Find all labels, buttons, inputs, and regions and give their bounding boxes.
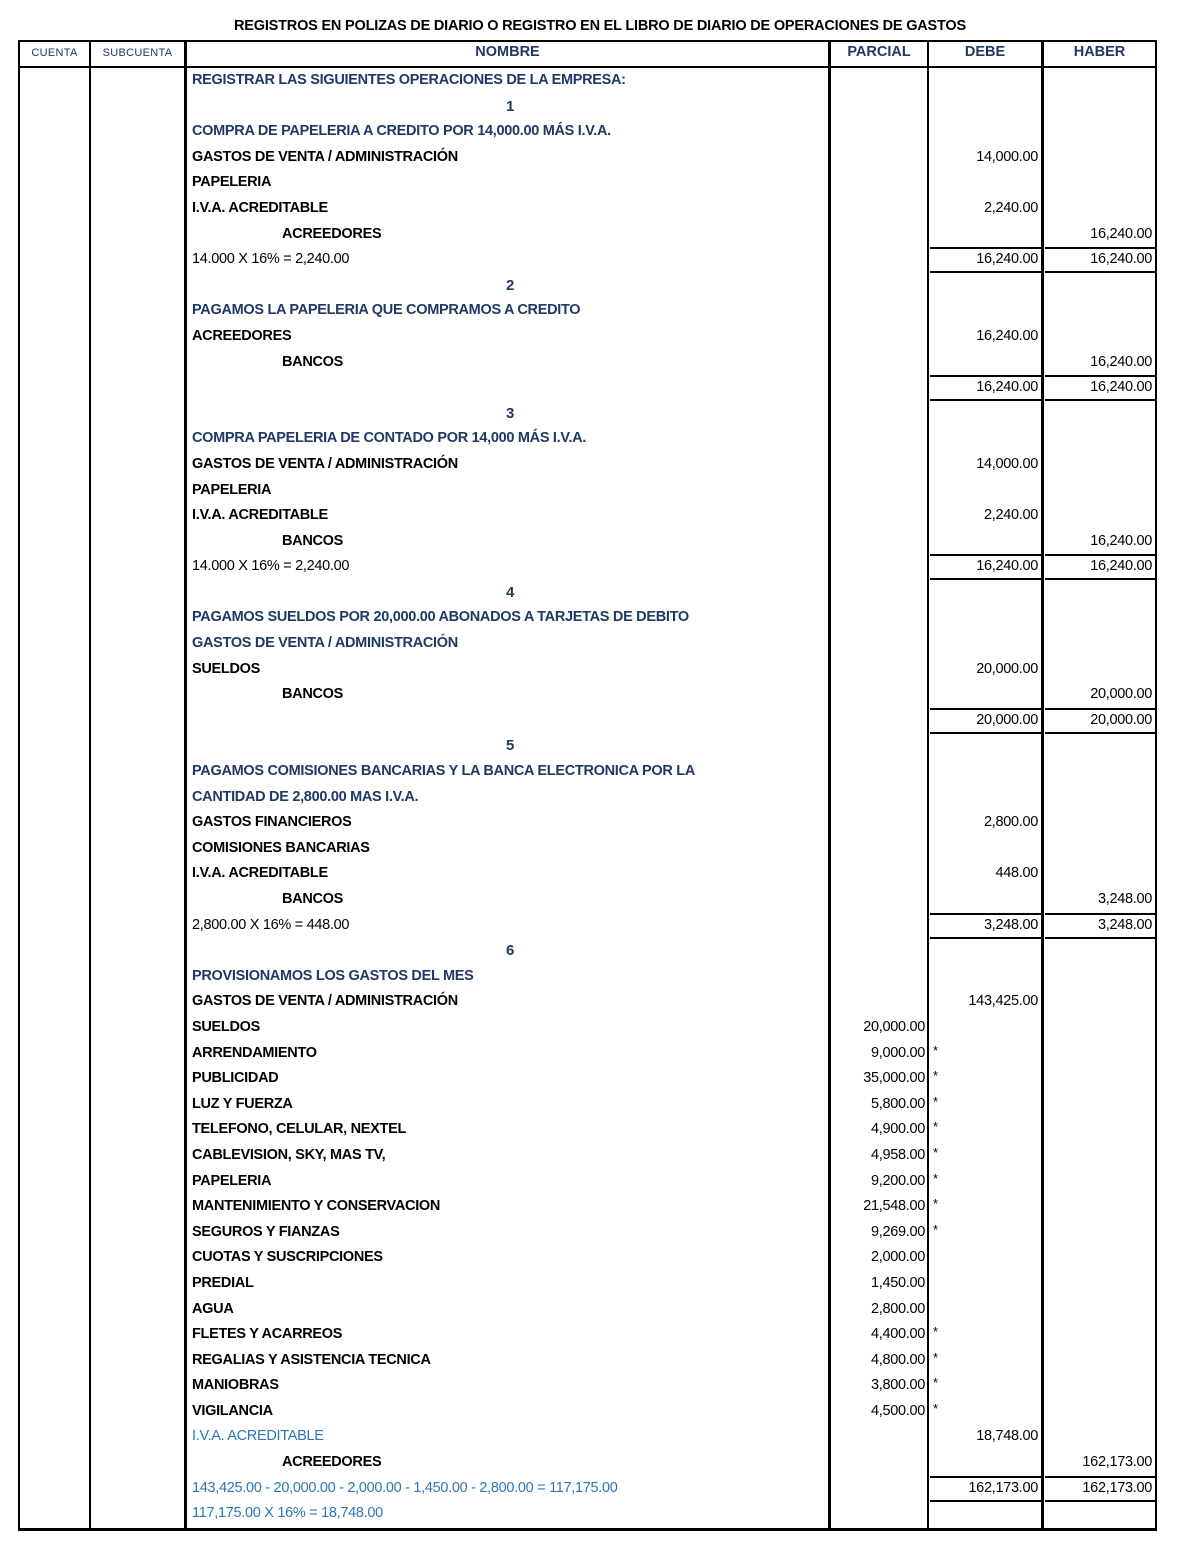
- journal-row: [0, 529, 1200, 555]
- journal-row: [0, 1169, 1200, 1195]
- journal-row: [0, 1399, 1200, 1425]
- journal-row: [0, 1092, 1200, 1118]
- asterisk-mark: *: [933, 1068, 938, 1084]
- journal-row: [0, 222, 1200, 248]
- entry-note: I.V.A. ACREDITABLE: [192, 1428, 324, 1445]
- journal-row: [0, 989, 1200, 1015]
- account-name: AGUA: [192, 1300, 234, 1317]
- journal-row: [0, 1220, 1200, 1246]
- parcial-amount: 4,500.00: [870, 1402, 925, 1419]
- entry-description: COMPRA PAPELERIA DE CONTADO POR 14,000 MÁS I.V.A.: [192, 430, 587, 447]
- debe-amount: 143,425.00: [968, 993, 1038, 1010]
- entry-number: 4: [505, 583, 515, 601]
- journal-row: [0, 1297, 1200, 1323]
- parcial-amount: 2,800.00: [870, 1300, 925, 1317]
- journal-row: [0, 1194, 1200, 1220]
- parcial-amount: 9,269.00: [870, 1223, 925, 1240]
- total-rule: [1045, 247, 1155, 249]
- asterisk-mark: *: [933, 1170, 938, 1186]
- table-header: [0, 42, 1200, 66]
- debe-amount: 16,240.00: [976, 558, 1038, 575]
- asterisk-mark: *: [933, 1349, 938, 1365]
- account-name: MANTENIMIENTO Y CONSERVACION: [192, 1198, 441, 1215]
- account-name: TELEFONO, CELULAR, NEXTEL: [192, 1121, 407, 1138]
- journal-row: [0, 708, 1200, 734]
- journal-row: [0, 1450, 1200, 1476]
- header-cuenta: CUENTA: [31, 47, 78, 59]
- journal-row: [0, 605, 1200, 631]
- total-rule: [1045, 554, 1155, 556]
- account-name: GASTOS DE VENTA / ADMINISTRACIÓN: [192, 993, 458, 1010]
- debe-amount: 18,748.00: [976, 1428, 1038, 1445]
- account-name: PAPELERIA: [192, 1172, 272, 1189]
- journal-row: [0, 350, 1200, 376]
- entry-note: 117,175.00 X 16% = 18,748.00: [192, 1505, 383, 1522]
- account-name: PAPELERIA: [192, 174, 272, 191]
- haber-amount: 16,240.00: [1090, 379, 1152, 396]
- asterisk-mark: *: [933, 1324, 938, 1340]
- journal-rows: [0, 68, 1200, 1527]
- journal-row: [0, 836, 1200, 862]
- total-rule: [1045, 913, 1155, 915]
- total-rule: [930, 554, 1042, 556]
- total-rule: [930, 375, 1042, 377]
- journal-row: [0, 938, 1200, 964]
- journal-row: [0, 1476, 1200, 1502]
- account-name: PUBLICIDAD: [192, 1070, 279, 1087]
- debe-amount: 448.00: [995, 865, 1038, 882]
- journal-row: [0, 1271, 1200, 1297]
- entry-number: 1: [505, 97, 515, 115]
- journal-row: [0, 887, 1200, 913]
- entry-number: 3: [505, 404, 515, 422]
- account-name: PREDIAL: [192, 1274, 254, 1291]
- total-rule: [1045, 708, 1155, 710]
- parcial-amount: 4,958.00: [870, 1146, 925, 1163]
- account-name: BANCOS: [282, 686, 344, 703]
- debe-amount: 20,000.00: [976, 711, 1038, 728]
- entry-description: PAGAMOS COMISIONES BANCARIAS Y LA BANCA ELECTRONICA POR LA: [192, 763, 696, 780]
- account-name: GASTOS DE VENTA / ADMINISTRACIÓN: [192, 148, 458, 165]
- journal-row: [0, 657, 1200, 683]
- haber-amount: 16,240.00: [1090, 353, 1152, 370]
- haber-amount: 20,000.00: [1090, 711, 1152, 728]
- journal-row: [0, 1245, 1200, 1271]
- journal-row: [0, 401, 1200, 427]
- total-rule: [930, 1476, 1042, 1478]
- haber-amount: 16,240.00: [1090, 532, 1152, 549]
- account-name: BANCOS: [282, 532, 344, 549]
- journal-row: [0, 554, 1200, 580]
- asterisk-mark: *: [933, 1144, 938, 1160]
- journal-row: [0, 375, 1200, 401]
- parcial-amount: 9,200.00: [870, 1172, 925, 1189]
- account-name: ACREEDORES: [192, 327, 292, 344]
- account-name: CABLEVISION, SKY, MAS TV,: [192, 1146, 386, 1163]
- journal-row: [0, 759, 1200, 785]
- parcial-amount: 4,400.00: [870, 1326, 925, 1343]
- journal-row: [0, 503, 1200, 529]
- account-name: LUZ Y FUERZA: [192, 1095, 293, 1112]
- journal-row: [0, 247, 1200, 273]
- journal-row: [0, 452, 1200, 478]
- entry-number: 2: [505, 276, 515, 294]
- journal-row: [0, 1501, 1200, 1527]
- haber-amount: 162,173.00: [1082, 1479, 1152, 1496]
- asterisk-mark: *: [933, 1400, 938, 1416]
- account-name: COMISIONES BANCARIAS: [192, 839, 370, 856]
- header-parcial: PARCIAL: [847, 44, 911, 60]
- parcial-amount: 21,548.00: [863, 1198, 925, 1215]
- account-name: SEGUROS Y FIANZAS: [192, 1223, 340, 1240]
- journal-row: [0, 119, 1200, 145]
- journal-row: [0, 964, 1200, 990]
- debe-amount: 14,000.00: [976, 455, 1038, 472]
- journal-row: [0, 810, 1200, 836]
- debe-amount: 3,248.00: [983, 916, 1038, 933]
- account-name: ACREEDORES: [282, 225, 382, 242]
- haber-amount: 20,000.00: [1090, 686, 1152, 703]
- haber-amount: 16,240.00: [1090, 558, 1152, 575]
- debe-amount: 2,240.00: [983, 507, 1038, 524]
- journal-row: [0, 68, 1200, 94]
- parcial-amount: 4,800.00: [870, 1351, 925, 1368]
- header-nombre: NOMBRE: [475, 44, 540, 60]
- debe-amount: 16,240.00: [976, 327, 1038, 344]
- journal-row: [0, 1143, 1200, 1169]
- entry-note: 143,425.00 - 20,000.00 - 2,000.00 - 1,450.00 - 2,800.00 = 117,175.00: [192, 1479, 618, 1496]
- parcial-amount: 5,800.00: [870, 1095, 925, 1112]
- total-rule: [1045, 375, 1155, 377]
- parcial-amount: 4,900.00: [870, 1121, 925, 1138]
- journal-row: [0, 94, 1200, 120]
- parcial-amount: 3,800.00: [870, 1377, 925, 1394]
- entry-note: 14.000 X 16% = 2,240.00: [192, 251, 350, 268]
- debe-amount: 2,800.00: [983, 814, 1038, 831]
- entry-description: COMPRA DE PAPELERIA A CREDITO POR 14,000.00 MÁS I.V.A.: [192, 123, 611, 140]
- account-name: VIGILANCIA: [192, 1402, 273, 1419]
- haber-amount: 16,240.00: [1090, 251, 1152, 268]
- account-name: MANIOBRAS: [192, 1377, 279, 1394]
- account-name: REGALIAS Y ASISTENCIA TECNICA: [192, 1351, 431, 1368]
- asterisk-mark: *: [933, 1221, 938, 1237]
- journal-row: [0, 682, 1200, 708]
- debe-amount: 162,173.00: [968, 1479, 1038, 1496]
- journal-row: [0, 1424, 1200, 1450]
- account-name: GASTOS FINANCIEROS: [192, 814, 352, 831]
- debe-amount: 2,240.00: [983, 199, 1038, 216]
- total-rule: [930, 247, 1042, 249]
- total-rule: [930, 708, 1042, 710]
- asterisk-mark: *: [933, 1042, 938, 1058]
- asterisk-mark: *: [933, 1375, 938, 1391]
- account-name: GASTOS DE VENTA / ADMINISTRACIÓN: [192, 455, 458, 472]
- debe-amount: 20,000.00: [976, 660, 1038, 677]
- journal-row: [0, 733, 1200, 759]
- journal-row: [0, 426, 1200, 452]
- asterisk-mark: *: [933, 1093, 938, 1109]
- asterisk-mark: *: [933, 1119, 938, 1135]
- haber-amount: 3,248.00: [1097, 916, 1152, 933]
- entry-description: CANTIDAD DE 2,800.00 MAS I.V.A.: [192, 788, 419, 805]
- debe-amount: 14,000.00: [976, 148, 1038, 165]
- journal-row: [0, 324, 1200, 350]
- entry-number: 5: [505, 737, 515, 755]
- haber-amount: 3,248.00: [1097, 891, 1152, 907]
- entry-note: 14.000 X 16% = 2,240.00: [192, 558, 350, 575]
- journal-row: [0, 580, 1200, 606]
- journal-row: [0, 913, 1200, 939]
- journal-row: [0, 1348, 1200, 1374]
- journal-row: [0, 785, 1200, 811]
- parcial-amount: 9,000.00: [870, 1044, 925, 1061]
- journal-row: [0, 145, 1200, 171]
- entry-description: REGISTRAR LAS SIGUIENTES OPERACIONES DE LA EMPRESA:: [192, 72, 626, 88]
- journal-row: [0, 273, 1200, 299]
- journal-row: [0, 631, 1200, 657]
- journal-row: [0, 196, 1200, 222]
- account-name: ARRENDAMIENTO: [192, 1044, 317, 1061]
- entry-description: PROVISIONAMOS LOS GASTOS DEL MES: [192, 967, 474, 984]
- total-rule: [1045, 1476, 1155, 1478]
- account-name: PAPELERIA: [192, 481, 272, 498]
- header-debe: DEBE: [964, 44, 1006, 60]
- debe-amount: 16,240.00: [976, 379, 1038, 396]
- asterisk-mark: *: [933, 1196, 938, 1212]
- journal-row: [0, 861, 1200, 887]
- entry-description: PAGAMOS LA PAPELERIA QUE COMPRAMOS A CREDITO: [192, 302, 581, 319]
- haber-amount: 16,240.00: [1090, 225, 1152, 242]
- account-name: FLETES Y ACARREOS: [192, 1326, 343, 1343]
- entry-description: GASTOS DE VENTA / ADMINISTRACIÓN: [192, 635, 458, 652]
- account-name: SUELDOS: [192, 1018, 260, 1035]
- journal-row: [0, 478, 1200, 504]
- journal-row: [0, 298, 1200, 324]
- table-bottom-border: [18, 1528, 1157, 1531]
- haber-amount: 162,173.00: [1082, 1454, 1152, 1471]
- header-subcuenta: SUBCUENTA: [102, 47, 173, 59]
- journal-row: [0, 1322, 1200, 1348]
- journal-row: [0, 1066, 1200, 1092]
- page-title: REGISTROS EN POLIZAS DE DIARIO O REGISTRO EN EL LIBRO DE DIARIO DE OPERACIONES DE GASTOS: [234, 18, 966, 34]
- account-name: BANCOS: [282, 891, 344, 907]
- entry-number: 6: [505, 942, 515, 960]
- account-name: I.V.A. ACREDITABLE: [192, 199, 328, 216]
- debe-amount: 16,240.00: [976, 251, 1038, 268]
- entry-description: PAGAMOS SUELDOS POR 20,000.00 ABONADOS A TARJETAS DE DEBITO: [192, 609, 689, 626]
- parcial-amount: 1,450.00: [870, 1274, 925, 1291]
- account-name: ACREEDORES: [282, 1454, 382, 1471]
- journal-row: [0, 1117, 1200, 1143]
- journal-row: [0, 1373, 1200, 1399]
- entry-note: 2,800.00 X 16% = 448.00: [192, 916, 350, 933]
- journal-row: [0, 1041, 1200, 1067]
- account-name: CUOTAS Y SUSCRIPCIONES: [192, 1249, 383, 1266]
- account-name: I.V.A. ACREDITABLE: [192, 865, 328, 882]
- parcial-amount: 20,000.00: [863, 1018, 925, 1035]
- account-name: I.V.A. ACREDITABLE: [192, 507, 328, 524]
- parcial-amount: 2,000.00: [870, 1249, 925, 1266]
- account-name: SUELDOS: [192, 660, 260, 677]
- total-rule: [930, 913, 1042, 915]
- parcial-amount: 35,000.00: [863, 1070, 925, 1087]
- journal-row: [0, 1015, 1200, 1041]
- account-name: BANCOS: [282, 353, 344, 370]
- header-haber: HABER: [1073, 44, 1126, 60]
- journal-row: [0, 170, 1200, 196]
